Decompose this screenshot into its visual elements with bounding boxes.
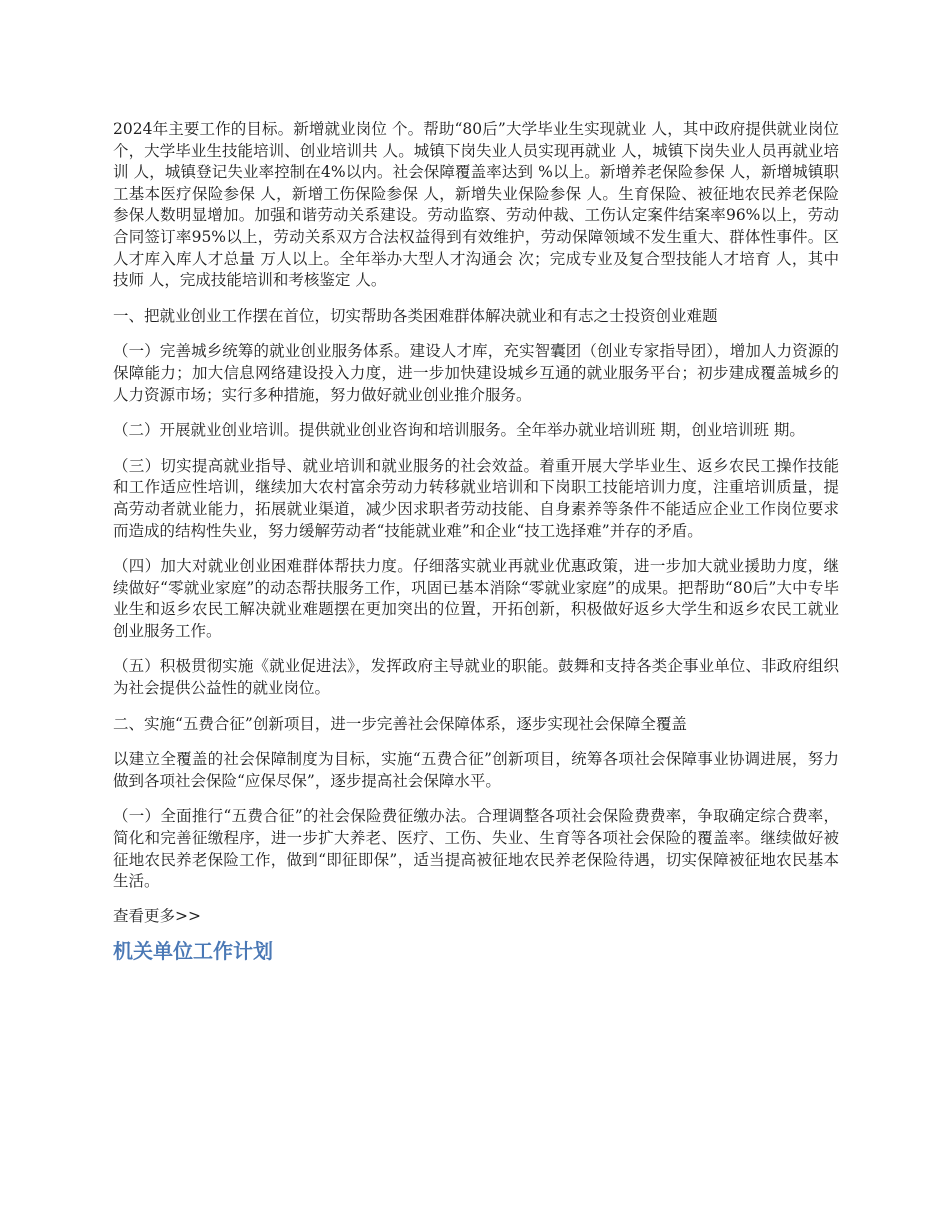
paragraph-difficult-groups: （四）加大对就业创业困难群体帮扶力度。仔细落实就业再就业优惠政策，进一步加大就业援助力度，继续做好“零就业家庭”的动态帮扶服务工作，巩固已基本消除“零就业家庭”的成果。把帮助“80后”大中专毕业生和返乡农民工解决就业难题摆在更加突出的位置，开拓创新，积极做好返乡大学生和返乡农民工就业创业服务工作。 <box>113 557 839 640</box>
paragraph-training: （二）开展就业创业培训。提供就业创业咨询和培训服务。全年举办就业培训班 期，创业培训班 期。 <box>113 421 805 440</box>
view-more-link[interactable]: 查看更多>> <box>113 906 201 925</box>
paragraph-promotion-law: （五）积极贯彻实施《就业促进法》，发挥政府主导就业的职能。鼓舞和支持各类企事业单位、非政府组织为社会提供公益性的就业岗位。 <box>113 657 839 698</box>
paragraph-service-system: （一）完善城乡统筹的就业创业服务体系。建设人才库，充实智囊团（创业专家指导团），增加人力资源的保障能力；加大信息网络建设投入力度，进一步加快建设城乡互通的就业服务平台；初步建成覆盖城乡的人力资源市场；实行多种措施，努力做好就业创业推介服务。 <box>113 342 839 404</box>
document-body <box>113 119 839 965</box>
section-title: 机关单位工作计划 <box>113 938 273 963</box>
paragraph-social-security-goal: 以建立全覆盖的社会保障制度为目标，实施“五费合征”创新项目，统筹各项社会保障事业协调进展，努力做到各项社会保险“应保尽保”，逐步提高社会保障水平。 <box>113 750 839 790</box>
paragraph-annual-goals: 2024年主要工作的目标。新增就业岗位 个。帮助“80后”大学毕业生实现就业 人，其中政府提供就业岗位 个，大学毕业生技能培训、创业培训共 人。城镇下岗失业人员实现再就业 人，城镇下岗失业人员再就业培训 人，城镇登记失业率控制在4%以内。社会保障覆盖率达到 %以上。新增养老保险参保 人，新增城镇职工基本医疗保险参保 人，新增工伤保险参保 人，新增失业保险参保 人。生育保险、被征地农民养老保险参保人数明显增加。加强和谐劳动关系建设。劳动监察、劳动仲裁、工伤认定案件结案率96%以上，劳动合同签订率95%以上，劳动关系双方合法权益得到有效维护，劳动保障领域不发生重大、群体性事件。区人才库入库人才总量 万人以上。全年举办大型人才沟通会 次；完成专业及复合型技能人才培育 人，其中技师 人，完成技能培训和考核鉴定 人。 <box>113 120 839 290</box>
paragraph-five-fees: （一）全面推行“五费合征”的社会保险费征缴办法。合理调整各项社会保险费费率，争取确定综合费率，简化和完善征缴程序，进一步扩大养老、医疗、工伤、失业、生育等各项社会保险的覆盖率。继续做好被征地农民养老保险工作，做到“即征即保”，适当提高被征地农民养老保险待遇，切实保障被征地农民基本生活。 <box>113 807 839 891</box>
paragraph-employment-guidance: （三）切实提高就业指导、就业培训和就业服务的社会效益。着重开展大学毕业生、返乡农民工操作技能和工作适应性培训，继续加大农村富余劳动力转移就业培训和下岗职工技能培训力度，注重培训质量，提高劳动者就业能力，拓展就业渠道，减少因求职者劳动技能、自身素养等条件不能适应企业工作岗位要求而造成的结构性失业，努力缓解劳动者“技能就业难”和企业“技工选择难”并存的矛盾。 <box>113 456 839 540</box>
heading-social-security: 二、实施“五费合征”创新项目，进一步完善社会保障体系，逐步实现社会保障全覆盖 <box>113 714 687 733</box>
heading-employment-first: 一、把就业创业工作摆在首位，切实帮助各类困难群体解决就业和有志之士投资创业难题 <box>113 306 718 325</box>
